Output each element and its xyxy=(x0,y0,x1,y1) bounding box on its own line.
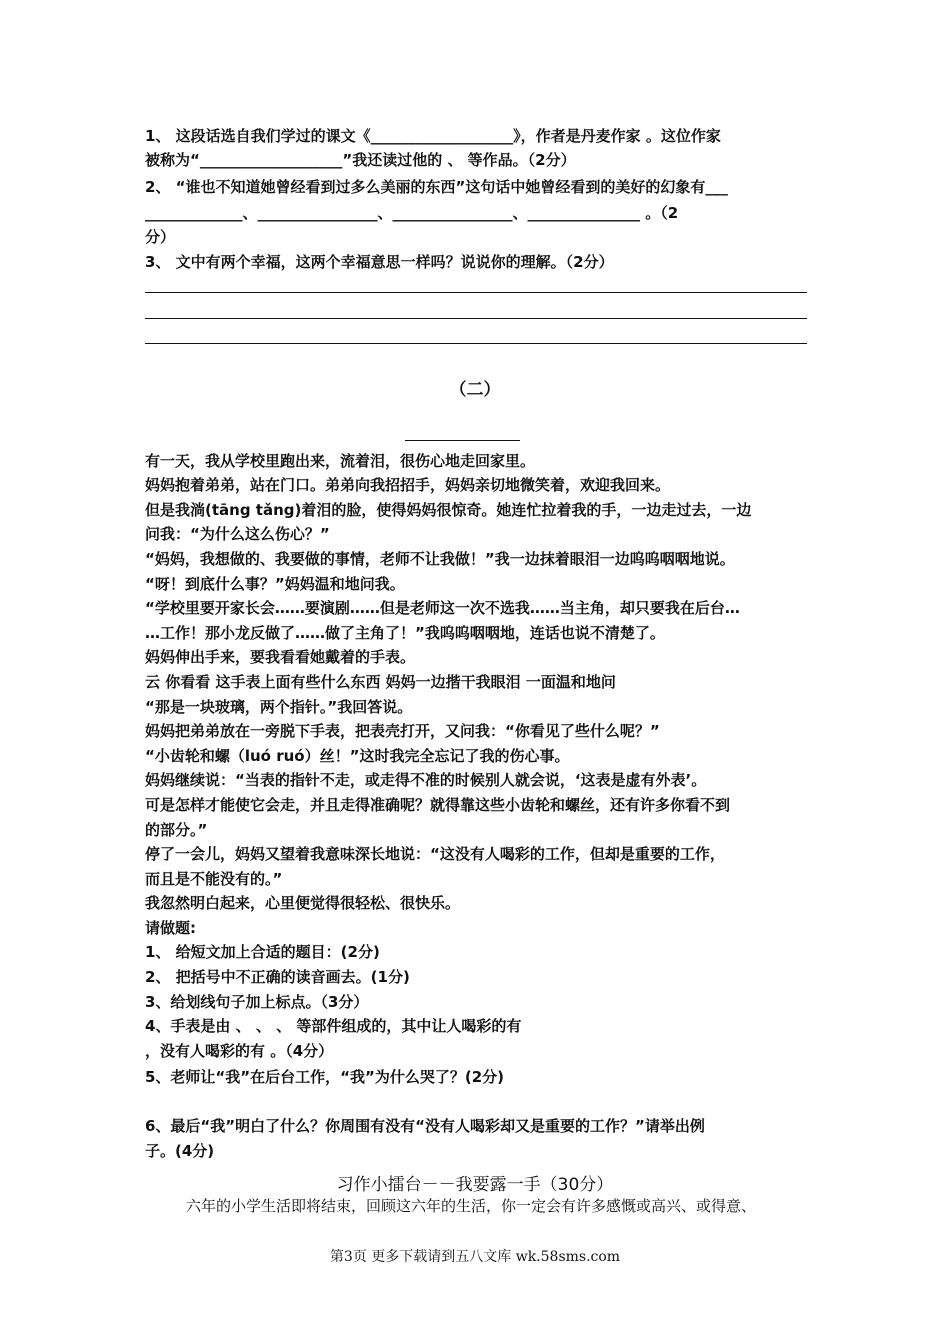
q2-line1: 2、 “谁也不知道她曾经看到过多么美丽的东西”这句话中她曾经看到的美好的幻象有___ xyxy=(145,178,728,196)
passage-line: 有一天，我从学校里跑出来，流着泪，很伤心地走回家里。 xyxy=(145,452,536,470)
q3: 3、 文中有两个幸福，这两个幸福意思一样吗？说说你的理解。（2分） xyxy=(145,253,614,271)
passage-line: 可是怎样才能使它会走，并且走得准确呢？就得靠这些小齿轮和螺丝，还有许多你看不到 xyxy=(145,796,731,814)
passage-line: “那是一块玻璃，两个指针。”我回答说。 xyxy=(145,698,413,716)
passage-line: 但是我淌(tāng tǎng)着泪的脸，使得妈妈很惊奇。她连忙拉着我的手，一边走过去，一边 xyxy=(145,501,752,519)
passage-line: 而且是不能没有的。” xyxy=(145,870,283,888)
questions-prompt: 请做题: xyxy=(145,919,196,937)
page-footer: 第3页 更多下载请到五八文库 wk.58sms.com xyxy=(329,1249,621,1265)
question-line: 1、 给短文加上合适的题目：(2分) xyxy=(145,943,380,961)
q2-line3: 分） xyxy=(145,228,176,246)
question-line: 3、给划线句子加上标点。（3分） xyxy=(145,993,369,1011)
passage-line: 停了一会儿，妈妈又望着我意味深长地说：“这没有人喝彩的工作，但却是重要的工作， xyxy=(145,845,725,863)
passage-line: 妈妈继续说：“当表的指针不走，或走得不准的时候别人就会说，‘这表是虚有外表’。 xyxy=(145,771,707,789)
q1-line2: 被称为“___________________”我还读过他的 、 等作品。（2分） xyxy=(145,151,576,169)
passage-line: 问我：“为什么这么伤心？” xyxy=(145,525,330,543)
passage-line: 云 你看看 这手表上面有些什么东西 妈妈一边揩干我眼泪 一面温和地问 xyxy=(145,673,616,691)
question-line: 6、最后“我”明白了什么？你周围有没有“没有人喝彩却又是重要的工作？”请举出例 xyxy=(145,1117,705,1135)
question-line: 5、老师让“我”在后台工作，“我”为什么哭了？(2分) xyxy=(145,1068,505,1086)
q1-line1: 1、 这段话选自我们学过的课文《___________________》，作者是丹麦作家 。这位作家 xyxy=(145,127,721,145)
question-line: 2、 把括号中不正确的读音画去。(1分) xyxy=(145,968,410,986)
passage-line: 的部分。” xyxy=(145,821,208,839)
section-heading: （二） xyxy=(449,380,501,400)
passage-line: 妈妈抱着弟弟，站在门口。弟弟向我招招手，妈妈亲切地微笑着，欢迎我回来。 xyxy=(145,476,671,494)
passage-line: …工作！那小龙反做了……做了主角了！”我呜呜咽咽地，连话也说不清楚了。 xyxy=(145,624,665,642)
question-line: 子。(4分) xyxy=(145,1142,215,1160)
passage-line: “妈妈，我想做的、我要做的事情，老师不让我做！”我一边抹着眼泪一边呜呜咽咽地说。 xyxy=(145,550,735,568)
answer-line xyxy=(145,292,807,293)
answer-line xyxy=(145,343,807,344)
q2-line2: _____________、________________、________________、_______________ 。（2 xyxy=(145,204,679,222)
passage-line: “学校里要开家长会……要演剧……但是老师这一次不选我……当主角，却只要我在后台… xyxy=(145,599,740,617)
question-line: 4、手表是由 、 、 、 等部件组成的，其中让人喝彩的有 xyxy=(145,1017,522,1035)
passage-line: 妈妈伸出手来，要我看看她戴着的手表。 xyxy=(145,648,416,666)
passage-line: “呀！到底什么事？”妈妈温和地问我。 xyxy=(145,575,405,593)
answer-line xyxy=(145,318,807,319)
question-line: ，没有人喝彩的有 。（4分） xyxy=(145,1042,334,1060)
passage-line: 妈妈把弟弟放在一旁脱下手表，把表壳打开，又问我：“你看见了些什么呢？” xyxy=(145,722,660,740)
composition-title: 习作小擂台－－我要露一手（30分） xyxy=(336,1175,614,1195)
composition-intro: 六年的小学生活即将结束，回顾这六年的生活，你一定会有许多感慨或高兴、或得意、 xyxy=(186,1197,757,1215)
passage-line: “小齿轮和螺（luó ruó）丝！”这时我完全忘记了我的伤心事。 xyxy=(145,747,570,765)
passage-line: 我忽然明白起来，心里便觉得很轻松、很快乐。 xyxy=(145,894,461,912)
title-blank-line xyxy=(405,440,520,441)
